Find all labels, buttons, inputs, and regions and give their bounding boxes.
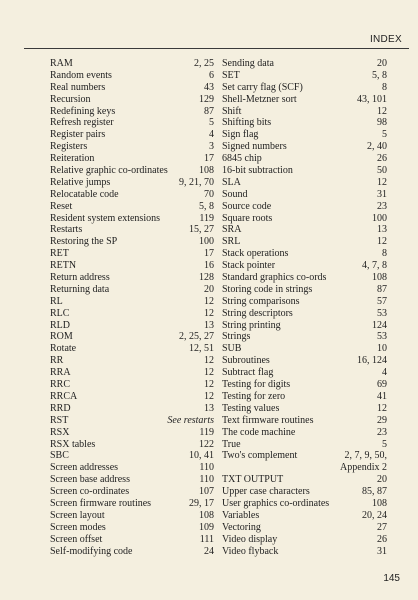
index-entry [50,213,214,225]
index-entry [50,331,214,343]
index-page-ref: 2, 25, 27 [179,331,214,343]
index-term: RL [50,295,63,307]
index-entry [222,165,387,177]
index-page-ref: 27 [377,521,387,533]
index-term: SRA [222,224,242,236]
index-entry [50,284,214,296]
index-term: String printing [222,319,281,331]
index-term: Strings [222,331,251,343]
index-term: SUB [222,343,242,355]
index-column-right [222,58,387,557]
index-page-ref: 12 [204,355,214,367]
index-page-ref: 13 [204,402,214,414]
index-page-ref: 12 [377,176,387,188]
index-page-ref: 13 [204,319,214,331]
index-term: Testing for zero [222,390,286,402]
index-page-ref: 31 [377,188,387,200]
index-entry [50,58,214,70]
index-page-ref: 20 [377,474,387,486]
index-entry [50,379,214,391]
index-term: Restoring the SP [50,236,118,248]
index-entry [50,343,214,355]
index-page-ref: 23 [377,426,387,438]
index-page-ref: 98 [377,117,387,129]
index-page-ref: 2, 25 [194,58,214,69]
index-term: Restarts [50,224,83,236]
index-term: Screen layout [50,509,105,521]
index-entry [222,94,387,106]
index-page-ref: 12 [204,367,214,379]
index-term: Square roots [222,212,273,224]
index-term: True [222,438,241,450]
index-page-ref: 23 [377,200,387,212]
index-page-ref: 17 [204,153,214,165]
index-term: Sending data [222,58,274,69]
index-entry [222,403,387,415]
index-page-ref: 53 [377,307,387,319]
index-term: RRCA [50,390,78,402]
index-page-ref: 57 [377,295,387,307]
index-term: RET [50,248,69,260]
index-entry [222,379,387,391]
index-page-ref: 2, 40 [367,141,387,153]
index-term: Screen co-ordinates [50,486,130,498]
index-term: Subroutines [222,355,270,367]
index-term: Self-modifying code [50,545,133,557]
index-entry [50,367,214,379]
index-page-ref: 122 [199,438,214,450]
index-page-ref: 20, 24 [362,509,387,521]
index-page-ref: 10, 41 [189,450,214,462]
index-page-ref: 17 [204,248,214,260]
index-page-ref: 43, 101 [357,93,387,105]
index-entry [222,308,387,320]
index-term: Rotate [50,343,77,355]
index-term: Text firmware routines [222,414,314,426]
index-page-ref: 10 [377,343,387,355]
index-term: RETN [50,260,77,272]
index-term: Relative jumps [50,176,111,188]
index-page-ref: 108 [372,272,387,284]
index-entry [222,296,387,308]
index-page-ref: 4 [382,367,387,379]
index-term: Testing values [222,402,280,414]
index-page-ref: 24 [204,545,214,557]
index-page-ref: 87 [204,105,214,117]
index-entry [50,165,214,177]
index-entry [50,248,214,260]
index-term: Source code [222,200,272,212]
index-column-left [50,58,214,557]
index-entry [222,117,387,129]
index-entry [222,474,387,486]
index-term: SBC [50,450,69,462]
index-entry [222,224,387,236]
index-term: String descriptors [222,307,293,319]
index-term: Screen base address [50,474,130,486]
index-page-ref: 5, 8 [199,200,214,212]
index-term: Shift [222,105,242,117]
index-term: Screen firmware routines [50,497,152,509]
index-entry [222,213,387,225]
index-entry [222,439,387,451]
index-entry [50,474,214,486]
index-entry [50,70,214,82]
index-entry [50,117,214,129]
index-entry [222,415,387,427]
index-page-ref: 107 [199,486,214,498]
index-entry [222,546,387,558]
index-term: Redefining keys [50,105,116,117]
index-term: RRC [50,379,71,391]
index-page-ref: 119 [199,426,214,438]
index-entry [50,498,214,510]
index-term: Return address [50,272,110,284]
index-entry [50,391,214,403]
index-page-ref: 5 [382,438,387,450]
index-entry [50,415,214,427]
index-term: RR [50,355,64,367]
index-entry [50,153,214,165]
index-term: User graphics co-ordinates [222,497,330,509]
index-page-ref: 15, 27 [189,224,214,236]
index-term: Upper case characters [222,486,310,498]
index-term: 6845 chip [222,153,262,165]
index-term: SLA [222,176,241,188]
index-entry [50,427,214,439]
index-term: ROM [50,331,73,343]
index-entry [222,355,387,367]
index-entry [222,70,387,82]
index-term: RST [50,414,69,426]
index-entry [222,343,387,355]
index-entry [222,260,387,272]
index-page-ref: 6 [209,69,214,81]
index-page-ref: 12 [377,402,387,414]
index-term: Stack pointer [222,260,276,272]
index-entry [222,331,387,343]
index-page-ref: 4, 7, 8 [362,260,387,272]
index-page-ref: 9, 21, 70 [179,176,214,188]
index-entry [50,296,214,308]
index-term: Stack operations [222,248,289,260]
index-entry [50,308,214,320]
index-page-ref: 12 [204,307,214,319]
index-page-ref: 20 [204,283,214,295]
index-term: Screen offset [50,533,103,545]
index-page-ref: 109 [199,521,214,533]
index-term: String comparisons [222,295,300,307]
index-page-ref: 119 [199,212,214,224]
index-entry [50,272,214,284]
index-term: RLC [50,307,70,319]
index-entry [50,510,214,522]
index-entry [222,284,387,296]
index-page-ref: 29, 17 [189,497,214,509]
index-page-ref: 12 [204,379,214,391]
index-page-ref: 111 [199,533,214,545]
index-entry [222,462,387,474]
index-page-ref: 110 [199,462,214,474]
index-entry [222,272,387,284]
index-entry [222,106,387,118]
index-page-ref: 108 [372,497,387,509]
index-term: RAM [50,58,73,69]
index-term: Screen modes [50,521,106,533]
index-page-ref: 5, 8 [372,69,387,81]
index-term: Sign flag [222,129,259,141]
index-entry [50,236,214,248]
index-page-ref: 12 [377,105,387,117]
index-term: Testing for digits [222,379,291,391]
index-term: Random events [50,69,112,81]
index-page-ref: 85, 87 [362,486,387,498]
index-term: Shifting bits [222,117,272,129]
index-page-ref: 3 [209,141,214,153]
index-page-ref: 29 [377,414,387,426]
index-term: SET [222,69,240,81]
index-entry [222,427,387,439]
index-entry [50,141,214,153]
index-entry [222,522,387,534]
index-page-ref: 12 [204,390,214,402]
index-term: Video display [222,533,278,545]
index-entry [50,486,214,498]
index-page-ref: 13 [377,224,387,236]
index-term: Storing code in strings [222,283,313,295]
index-page-ref: 129 [199,93,214,105]
index-term: RRD [50,402,71,414]
index-entry [50,546,214,558]
index-entry [222,510,387,522]
index-entry [222,129,387,141]
index-page-ref: 53 [377,331,387,343]
index-entry [222,141,387,153]
index-page-ref: Appendix 2 [340,462,387,474]
index-entry [50,82,214,94]
index-term: Relative graphic co-ordinates [50,165,168,177]
index-page-ref: 12, 51 [189,343,214,355]
index-entry [50,462,214,474]
index-term: RLD [50,319,70,331]
index-page-ref: 124 [372,319,387,331]
index-entry [222,248,387,260]
index-term: Signed numbers [222,141,287,153]
running-header: INDEX [369,34,402,45]
index-entry [222,236,387,248]
index-entry [222,391,387,403]
index-entry [50,177,214,189]
index-page-ref: 128 [199,272,214,284]
index-entry [50,224,214,236]
index-term: RSX tables [50,438,96,450]
index-term: Resident system extensions [50,212,160,224]
index-entry [222,58,387,70]
index-page-ref: 16, 124 [357,355,387,367]
index-entry [222,498,387,510]
index-entry [50,450,214,462]
index-page-ref: 108 [199,509,214,521]
index-entry [50,260,214,272]
index-term: SRL [222,236,241,248]
index-term: Register pairs [50,129,106,141]
index-term: The code machine [222,426,296,438]
index-entry [50,189,214,201]
index-term: Reset [50,200,73,212]
index-term: Relocatable code [50,188,119,200]
index-page-ref: 8 [382,81,387,93]
index-entry [222,534,387,546]
index-entry [222,486,387,498]
index-entry [222,82,387,94]
index-term: Vectoring [222,521,261,533]
index-page-ref: 50 [377,165,387,177]
index-term: Video flyback [222,545,279,557]
index-page-ref: 2, 7, 9, 50, [344,450,387,462]
index-page-ref: 20 [377,58,387,69]
index-term: Sound [222,188,248,200]
index-entry [50,522,214,534]
index-page-ref: 8 [382,248,387,260]
index-page-ref: 5 [382,129,387,141]
index-term: Registers [50,141,88,153]
index-page-ref: 108 [199,165,214,177]
index-entry [50,201,214,213]
index-entry [222,153,387,165]
index-page-ref: 100 [199,236,214,248]
index-page-ref: See restarts [167,414,214,426]
index-entry [50,106,214,118]
index-term: Refresh register [50,117,114,129]
index-term: Returning data [50,283,110,295]
index-term: TXT OUTPUT [222,474,284,486]
index-term: Variables [222,509,260,521]
index-term: Recursion [50,93,91,105]
index-term: 16-bit subtraction [222,165,293,177]
index-entry [50,94,214,106]
index-page-ref: 26 [377,533,387,545]
index-page-ref: 43 [204,81,214,93]
index-term: Two's complement [222,450,298,462]
index-page-ref: 4 [209,129,214,141]
index-page-ref: 41 [377,390,387,402]
index-term: Set carry flag (SCF) [222,81,303,93]
index-term: Screen addresses [50,462,119,474]
index-entry [222,189,387,201]
index-page-ref: 100 [372,212,387,224]
header-rule [24,48,409,49]
index-page-ref: 12 [377,236,387,248]
index-page-ref: 31 [377,545,387,557]
index-entry [222,201,387,213]
index-page-ref: 69 [377,379,387,391]
index-term: Shell-Metzner sort [222,93,297,105]
index-page-ref: 5 [209,117,214,129]
index-term: Standard graphics co-ords [222,272,327,284]
index-entry [50,534,214,546]
index-page-ref: 110 [199,474,214,486]
index-term: Real numbers [50,81,106,93]
index-page-ref: 87 [377,283,387,295]
index-term: RRA [50,367,71,379]
index-page-ref: 70 [204,188,214,200]
index-entry [50,403,214,415]
index-entry [50,439,214,451]
index-page-ref: 12 [204,295,214,307]
index-entry [50,320,214,332]
index-term: Reiteration [50,153,95,165]
index-entry [222,367,387,379]
index-term: RSX [50,426,70,438]
index-entry [222,450,387,462]
index-page-ref: 26 [377,153,387,165]
index-entry [50,355,214,367]
index-entry [222,320,387,332]
index-entry [50,129,214,141]
index-page-ref: 16 [204,260,214,272]
index-entry [222,177,387,189]
index-term: Subtract flag [222,367,274,379]
page-number: 145 [383,573,400,584]
